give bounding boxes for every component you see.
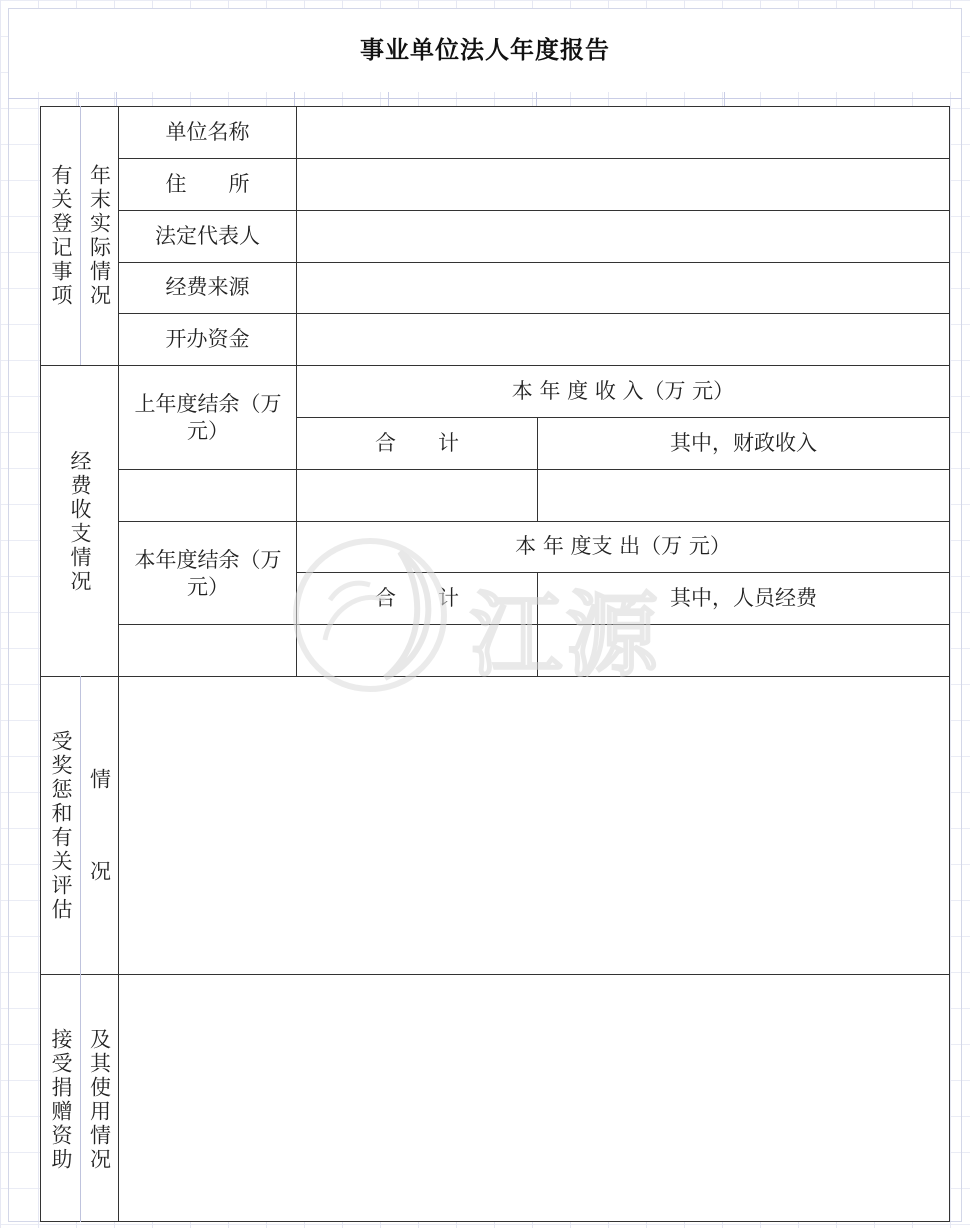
income-fiscal-field[interactable]: [538, 470, 949, 521]
start-capital-field[interactable]: [297, 314, 949, 365]
section-awards-label: 受奖惩和有关评估: [49, 730, 73, 922]
curr-balance-label: 本年度结余（万元）: [134, 547, 282, 599]
page-title: 事业单位法人年度报告: [360, 35, 610, 64]
expense-staff-label: 其中，人员经费: [670, 585, 817, 610]
expense-header: 本 年 度支 出（万 元）: [515, 534, 731, 559]
prev-balance-label: 上年度结余（万元）: [134, 391, 282, 443]
curr-balance-field[interactable]: [119, 625, 296, 676]
donations-field[interactable]: [119, 975, 949, 1221]
section-donations-label: 接受捐赠资助: [49, 1028, 73, 1172]
income-total-field[interactable]: [297, 470, 537, 521]
section-awards-sublabel-bottom: 况: [87, 860, 112, 884]
unit-name-field[interactable]: [297, 107, 949, 158]
funding-source-label: 经费来源: [165, 275, 250, 300]
address-label: 住 所: [165, 171, 250, 196]
prev-balance-field[interactable]: [119, 470, 296, 521]
legal-representative-field[interactable]: [297, 211, 949, 262]
income-total-label: 合 计: [375, 430, 459, 455]
section-donations-sublabel: 及其使用情况: [87, 1028, 112, 1172]
income-fiscal-label: 其中，财政收入: [670, 430, 817, 455]
expense-total-label: 合 计: [375, 585, 459, 610]
funding-source-field[interactable]: [297, 263, 949, 313]
expense-staff-field[interactable]: [538, 625, 949, 676]
section-registration-sublabel: 年末实际情况: [87, 164, 112, 308]
start-capital-label: 开办资金: [165, 326, 250, 351]
expense-total-field[interactable]: [297, 625, 537, 676]
legal-representative-label: 法定代表人: [155, 223, 260, 248]
unit-name-label: 单位名称: [165, 119, 250, 144]
income-header: 本 年 度 收 入（万 元）: [511, 378, 735, 403]
section-awards-sublabel-top: 情: [87, 768, 112, 792]
awards-field[interactable]: [119, 677, 949, 974]
address-field[interactable]: [297, 159, 949, 210]
section-finance-label: 经费收支情况: [68, 450, 92, 594]
section-registration-label: 有关登记事项: [49, 164, 73, 308]
